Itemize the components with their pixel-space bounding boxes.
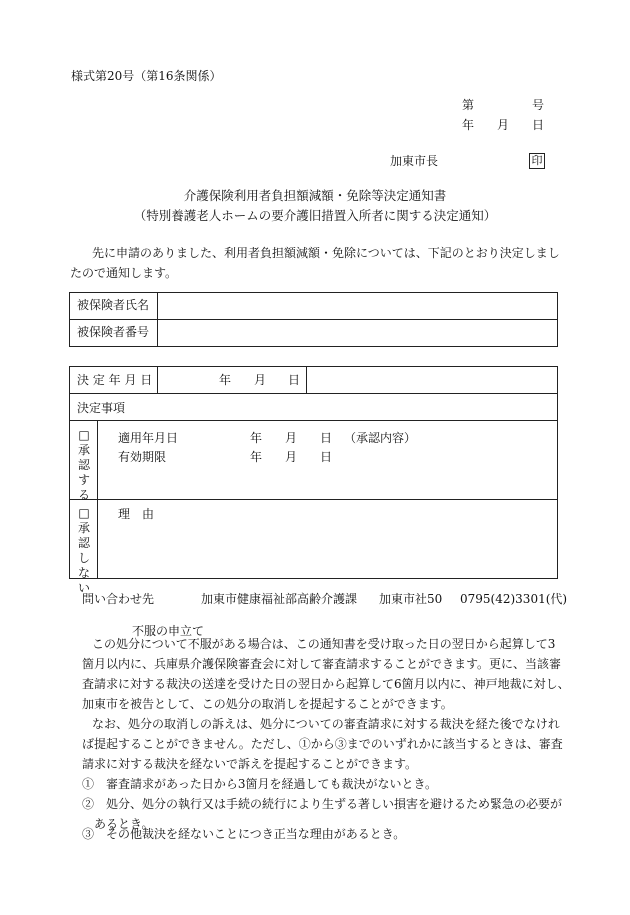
appeal-line: 加東市を被告として、この処分の取消しを提起することができます。 [82, 697, 453, 711]
approve-content-note: （承認内容） [344, 431, 417, 445]
appeal-item-3: ③ その他裁決を経ないことにつき正当な理由があるとき。 [82, 827, 406, 841]
document-subtitle: （特別養護老人ホームの要介護旧措置入所者に関する決定通知） [133, 208, 497, 223]
expiry-label: 有効期限 [118, 450, 167, 464]
expiry-year: 年 [250, 450, 263, 464]
appeal-line: 請求に対する裁決を経ないで訴えを提起することができます。 [82, 757, 418, 771]
reject-checkbox-label[interactable]: □承認しない [77, 506, 90, 595]
appeal-line: ば提起することができません。ただし、①から③までのいずれかに該当するときは、審査 [82, 737, 563, 751]
contact-department: 加東市健康福祉部高齢介護課 [201, 592, 358, 606]
decision-date-day: 日 [288, 373, 301, 387]
appeal-line: 査請求に対する裁決の送達を受けた日の翌日から起算して6箇月以内に、神戸地裁に対し、 [82, 677, 570, 691]
appeal-item-2-cont: あるとき。 [94, 817, 154, 831]
date-year: 年 [462, 118, 475, 132]
decision-date-month: 月 [254, 373, 267, 387]
appeal-line: 箇月以内に、兵庫県介護保険審査会に対して審査請求することができます。更に、当該審 [82, 657, 562, 671]
apply-date-month: 月 [285, 431, 298, 445]
mayor-name: 加東市長 [390, 154, 439, 168]
form-number: 様式第20号（第16条関係） [71, 69, 222, 83]
appeal-item-2: ② 処分、処分の執行又は手続の続行により生ずる著しい損害を避けるため緊急の必要が [82, 797, 563, 811]
appeal-heading: 不服の申立て [132, 624, 205, 638]
apply-date-year: 年 [250, 431, 263, 445]
decision-date-end-divider [306, 366, 307, 393]
appeal-item-1: ① 審査請求があった日から3箇月を経過しても裁決がないとき。 [82, 777, 438, 791]
number-suffix: 号 [532, 98, 545, 112]
insured-name-label: 被保険者氏名 [77, 298, 150, 312]
decision-date-year: 年 [219, 373, 232, 387]
intro-line-1: 先に申請のありました、利用者負担額減額・免除については、下記のとおり決定しまし [92, 246, 560, 260]
decision-date-divider [157, 366, 158, 393]
date-month: 月 [497, 118, 510, 132]
insured-table-column-divider [157, 292, 158, 347]
approve-row-bottom [69, 499, 558, 500]
decision-items-row-bottom [69, 420, 558, 421]
contact-label: 問い合わせ先 [82, 592, 155, 606]
seal-stamp: 印 [529, 153, 545, 169]
insured-number-label: 被保険者番号 [77, 325, 150, 339]
intro-line-2: たので通知します。 [70, 266, 178, 280]
document-title: 介護保険利用者負担額減額・免除等決定通知書 [183, 188, 447, 203]
contact-phone: 0795(42)3301(代) [460, 592, 568, 606]
expiry-month: 月 [285, 450, 298, 464]
expiry-day: 日 [320, 450, 333, 464]
reason-label: 理 由 [118, 507, 155, 521]
apply-date-label: 適用年月日 [118, 431, 179, 445]
decision-date-row-bottom [69, 393, 558, 394]
appeal-line: なお、処分の取消しの訴えは、処分についての審査請求に対する裁決を経た後でなけれ [92, 717, 560, 731]
decision-date-label: 決 定 年 月 日 [77, 373, 153, 387]
approve-checkbox-label[interactable]: □承認する [77, 428, 90, 502]
appeal-line: この処分について不服がある場合は、この通知書を受け取った日の翌日から起算して3 [92, 637, 556, 651]
number-prefix: 第 [462, 98, 475, 112]
apply-date-day: 日 [320, 431, 333, 445]
insured-table-divider [69, 319, 558, 320]
date-day: 日 [532, 118, 545, 132]
contact-address: 加東市社50 [379, 592, 443, 606]
decision-table [69, 366, 558, 579]
decision-items-label: 決定事項 [77, 401, 126, 415]
